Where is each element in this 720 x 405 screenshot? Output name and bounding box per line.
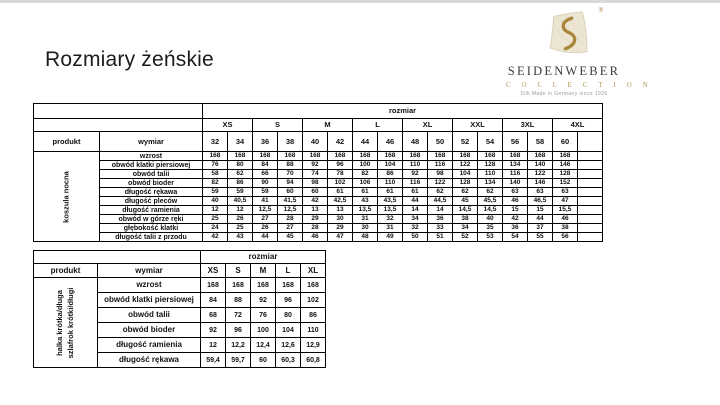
measure-value (578, 233, 603, 242)
measure-value: 41 (253, 197, 278, 206)
measure-value: 35 (478, 224, 503, 233)
brand-logo (506, 8, 653, 97)
measure-value: 42 (203, 233, 228, 242)
measure-value: 46 (303, 233, 328, 242)
measure-label: obwód w górze ręki (100, 215, 203, 224)
header-filler (34, 104, 203, 119)
size-header-cell: 52 (453, 132, 478, 152)
measure-value: 14,5 (478, 206, 503, 215)
measure-value: 128 (553, 170, 578, 179)
measure-value: 28 (278, 215, 303, 224)
measure-value: 32 (378, 215, 403, 224)
measure-value: 61 (328, 188, 353, 197)
measure-value: 53 (478, 233, 503, 242)
size-group-header: XS (203, 119, 253, 132)
measure-value: 31 (378, 224, 403, 233)
measure-value: 13,5 (378, 206, 403, 215)
measure-value: 110 (301, 323, 326, 338)
size-group-header: 3XL (503, 119, 553, 132)
measure-value: 84 (253, 161, 278, 170)
measure-value: 63 (503, 188, 528, 197)
measure-value: 59 (228, 188, 253, 197)
silk-fabric-icon (542, 10, 596, 57)
measure-value (578, 179, 603, 188)
measure-value: 60,3 (276, 353, 301, 368)
produkt-header: produkt (34, 132, 100, 152)
measure-value: 66 (253, 170, 278, 179)
measure-value: 47 (553, 197, 578, 206)
measure-value: 34 (403, 215, 428, 224)
measure-value: 40 (203, 197, 228, 206)
size-table (33, 250, 326, 368)
measure-value: 24 (203, 224, 228, 233)
size-header-cell: 48 (403, 132, 428, 152)
measure-value: 104 (276, 323, 301, 338)
size-header-cell: 58 (528, 132, 553, 152)
measure-value: 62 (428, 188, 453, 197)
measure-value: 59 (203, 188, 228, 197)
measure-value: 78 (328, 170, 353, 179)
size-header-cell: 40 (303, 132, 328, 152)
measure-value: 59 (253, 188, 278, 197)
measure-value: 13,5 (353, 206, 378, 215)
measure-label: obwód bioder (98, 323, 201, 338)
measure-value: 26 (253, 224, 278, 233)
measure-value: 60 (278, 188, 303, 197)
measure-value: 47 (328, 233, 353, 242)
measure-value: 90 (253, 179, 278, 188)
rozmiar-header: rozmiar (201, 251, 326, 264)
measure-value: 25 (203, 215, 228, 224)
measure-value: 43 (353, 197, 378, 206)
measure-value: 146 (553, 161, 578, 170)
produkt-header: produkt (34, 264, 98, 278)
measure-value: 27 (253, 215, 278, 224)
measure-value: 104 (453, 170, 478, 179)
measure-value: 168 (251, 278, 276, 293)
measure-label: długość rękawa (98, 353, 201, 368)
measure-value: 43,5 (378, 197, 403, 206)
measure-value: 32 (403, 224, 428, 233)
measure-value: 38 (453, 215, 478, 224)
measure-value: 48 (353, 233, 378, 242)
measure-value: 62 (478, 188, 503, 197)
measure-value: 100 (251, 323, 276, 338)
size-header-cell (578, 132, 603, 152)
measure-value: 88 (278, 161, 303, 170)
measure-value (578, 188, 603, 197)
brand-collection: C O L L E C T I O N (506, 81, 653, 89)
measure-value (578, 152, 603, 161)
measure-label: obwód talii (100, 170, 203, 179)
measure-value: 29 (328, 224, 353, 233)
measure-value: 116 (503, 170, 528, 179)
measure-value: 116 (403, 179, 428, 188)
measure-value: 36 (503, 224, 528, 233)
measure-value: 122 (528, 170, 553, 179)
measure-value: 12,6 (276, 338, 301, 353)
measure-value: 14,5 (453, 206, 478, 215)
size-header-cell: 54 (478, 132, 503, 152)
measure-value: 96 (276, 293, 301, 308)
measure-value: 86 (378, 170, 403, 179)
size-header-cell: 56 (503, 132, 528, 152)
wymiar-header: wymiar (98, 264, 201, 278)
measure-value: 12,4 (251, 338, 276, 353)
registered-mark: ® (598, 8, 603, 14)
measure-value: 168 (503, 152, 528, 161)
measure-value: 82 (353, 170, 378, 179)
page-title: Rozmiary żeńskie (45, 48, 214, 71)
measure-value: 44 (253, 233, 278, 242)
measure-value: 42 (303, 197, 328, 206)
measure-value: 55 (528, 233, 553, 242)
measure-value: 60 (303, 188, 328, 197)
measure-value: 106 (353, 179, 378, 188)
measure-value: 31 (353, 215, 378, 224)
measure-value: 152 (553, 179, 578, 188)
measure-value: 12 (203, 206, 228, 215)
measure-value: 140 (503, 179, 528, 188)
measure-value: 56 (553, 233, 578, 242)
measure-label: długość rękawa (100, 188, 203, 197)
size-header-cell: 46 (378, 132, 403, 152)
measure-value: 45,5 (478, 197, 503, 206)
measure-value (578, 206, 603, 215)
measure-value: 92 (403, 170, 428, 179)
measure-value: 44 (403, 197, 428, 206)
size-header-cell: XS (201, 264, 226, 278)
measure-label: długość talii z przodu (100, 233, 203, 242)
measure-value: 50 (403, 233, 428, 242)
product-label-text: halka krótka/długa szlafrok krótki/długi (54, 287, 75, 358)
measure-value: 168 (203, 152, 228, 161)
measure-value: 92 (201, 323, 226, 338)
measure-value: 102 (328, 179, 353, 188)
measure-value: 82 (203, 179, 228, 188)
measure-value: 168 (528, 152, 553, 161)
measure-value: 12,5 (278, 206, 303, 215)
measure-value: 30 (353, 224, 378, 233)
measure-value: 30 (328, 215, 353, 224)
measure-value: 13 (303, 206, 328, 215)
brand-name: SEIDENWEBER (507, 64, 621, 78)
measure-value: 12,9 (301, 338, 326, 353)
measure-value: 72 (226, 308, 251, 323)
measure-value: 80 (276, 308, 301, 323)
size-header-cell: 60 (553, 132, 578, 152)
size-header-cell: 36 (253, 132, 278, 152)
wymiar-header: wymiar (100, 132, 203, 152)
measure-value: 146 (528, 179, 553, 188)
size-group-header: 4XL (553, 119, 603, 132)
measure-value: 27 (278, 224, 303, 233)
measure-value: 122 (428, 179, 453, 188)
size-group-header: L (353, 119, 403, 132)
measure-value: 134 (503, 161, 528, 170)
measure-value: 33 (428, 224, 453, 233)
measure-value: 70 (278, 170, 303, 179)
measure-value: 29 (303, 215, 328, 224)
measure-value: 36 (428, 215, 453, 224)
measure-value: 63 (528, 188, 553, 197)
measure-value: 140 (528, 161, 553, 170)
measure-value: 96 (226, 323, 251, 338)
measure-value: 86 (228, 179, 253, 188)
measure-value: 49 (378, 233, 403, 242)
size-group-header: XXL (453, 119, 503, 132)
measure-value: 59,7 (226, 353, 251, 368)
measure-value: 60 (251, 353, 276, 368)
size-group-header: S (253, 119, 303, 132)
measure-value: 168 (553, 152, 578, 161)
measure-value: 128 (478, 161, 503, 170)
size-table (33, 103, 603, 242)
measure-value: 54 (503, 233, 528, 242)
measure-label: wzrost (100, 152, 203, 161)
measure-value: 104 (378, 161, 403, 170)
measure-value: 63 (553, 188, 578, 197)
measure-value: 45 (278, 233, 303, 242)
measure-value: 42,5 (328, 197, 353, 206)
measure-value: 44 (528, 215, 553, 224)
measure-value: 168 (378, 152, 403, 161)
measure-value: 25 (228, 224, 253, 233)
size-header-cell: M (251, 264, 276, 278)
measure-value: 168 (253, 152, 278, 161)
measure-value: 84 (201, 293, 226, 308)
measure-value: 14 (428, 206, 453, 215)
measure-value (578, 161, 603, 170)
measure-label: obwód bioder (100, 179, 203, 188)
measure-label: obwód klatki piersiowej (100, 161, 203, 170)
measure-value: 46 (503, 197, 528, 206)
measure-value: 168 (226, 278, 251, 293)
measure-value: 80 (228, 161, 253, 170)
measure-value: 76 (203, 161, 228, 170)
measure-label: wzrost (98, 278, 201, 293)
size-header-cell: 50 (428, 132, 453, 152)
measure-value: 43 (228, 233, 253, 242)
measure-value: 168 (428, 152, 453, 161)
measure-value: 15 (503, 206, 528, 215)
measure-value: 98 (428, 170, 453, 179)
measure-value: 94 (278, 179, 303, 188)
size-header-cell: 38 (278, 132, 303, 152)
measure-value: 168 (303, 152, 328, 161)
measure-label: obwód klatki piersiowej (98, 293, 201, 308)
measure-value: 46,5 (528, 197, 553, 206)
measure-value (578, 224, 603, 233)
size-header-cell: L (276, 264, 301, 278)
measure-value: 98 (303, 179, 328, 188)
measure-label: długość ramienia (100, 206, 203, 215)
measure-value: 14 (403, 206, 428, 215)
brand-tagline: Silk Made in Germany since 1926 (520, 91, 608, 97)
product-label (34, 278, 98, 368)
measure-value: 51 (428, 233, 453, 242)
measure-value: 41,5 (278, 197, 303, 206)
measure-value: 102 (301, 293, 326, 308)
measure-value: 168 (201, 278, 226, 293)
top-strip (0, 0, 720, 3)
measure-label: obwód talii (98, 308, 201, 323)
size-header-cell: 42 (328, 132, 353, 152)
measure-value: 13 (328, 206, 353, 215)
measure-value: 62 (453, 188, 478, 197)
measure-value: 15 (528, 206, 553, 215)
size-header-cell: S (226, 264, 251, 278)
product-label (34, 152, 100, 242)
measure-value: 168 (353, 152, 378, 161)
measure-value: 15,5 (553, 206, 578, 215)
measure-value: 60,8 (301, 353, 326, 368)
measure-value: 12,2 (226, 338, 251, 353)
measure-value: 110 (378, 179, 403, 188)
size-header-cell: XL (301, 264, 326, 278)
measure-value: 61 (403, 188, 428, 197)
measure-value: 168 (228, 152, 253, 161)
measure-value: 40 (478, 215, 503, 224)
measure-value: 116 (428, 161, 453, 170)
measure-value: 168 (403, 152, 428, 161)
measure-value: 68 (201, 308, 226, 323)
product-label-text: koszula nocna (61, 170, 71, 223)
measure-value: 92 (303, 161, 328, 170)
measure-value: 62 (228, 170, 253, 179)
measure-value: 86 (301, 308, 326, 323)
measure-label: długość pleców (100, 197, 203, 206)
size-header-cell: 44 (353, 132, 378, 152)
measure-value: 100 (353, 161, 378, 170)
measure-value: 168 (453, 152, 478, 161)
measure-value: 168 (301, 278, 326, 293)
measure-value: 28 (303, 224, 328, 233)
measure-value: 168 (276, 278, 301, 293)
header-filler (34, 119, 203, 132)
header-filler (34, 251, 201, 264)
measure-value: 12 (201, 338, 226, 353)
size-table-koszula-nocna (33, 103, 603, 242)
measure-value: 12 (228, 206, 253, 215)
rozmiar-header: rozmiar (203, 104, 603, 119)
measure-value: 46 (553, 215, 578, 224)
measure-value: 76 (251, 308, 276, 323)
size-group-header: M (303, 119, 353, 132)
measure-value: 168 (278, 152, 303, 161)
measure-value: 168 (478, 152, 503, 161)
measure-value: 40,5 (228, 197, 253, 206)
measure-value: 38 (553, 224, 578, 233)
measure-value (578, 170, 603, 179)
measure-value: 42 (503, 215, 528, 224)
size-table-halka-szlafrok (33, 250, 326, 368)
size-header-cell: 34 (228, 132, 253, 152)
measure-value: 61 (353, 188, 378, 197)
measure-label: głębokość klatki (100, 224, 203, 233)
silk-fabric-mark-icon (542, 8, 603, 62)
size-group-header: XL (403, 119, 453, 132)
measure-value: 110 (478, 170, 503, 179)
measure-value: 88 (226, 293, 251, 308)
measure-value: 168 (328, 152, 353, 161)
measure-value: 34 (453, 224, 478, 233)
measure-value: 37 (528, 224, 553, 233)
measure-value: 45 (453, 197, 478, 206)
measure-value: 92 (251, 293, 276, 308)
measure-value: 122 (453, 161, 478, 170)
measure-value: 110 (403, 161, 428, 170)
measure-value: 44,5 (428, 197, 453, 206)
measure-value: 96 (328, 161, 353, 170)
measure-value: 61 (378, 188, 403, 197)
measure-value (578, 215, 603, 224)
measure-value: 58 (203, 170, 228, 179)
measure-value: 74 (303, 170, 328, 179)
measure-label: długość ramienia (98, 338, 201, 353)
measure-value: 134 (478, 179, 503, 188)
size-header-cell: 32 (203, 132, 228, 152)
measure-value: 59,4 (201, 353, 226, 368)
measure-value: 52 (453, 233, 478, 242)
measure-value: 12,5 (253, 206, 278, 215)
measure-value: 128 (453, 179, 478, 188)
measure-value (578, 197, 603, 206)
measure-value: 26 (228, 215, 253, 224)
